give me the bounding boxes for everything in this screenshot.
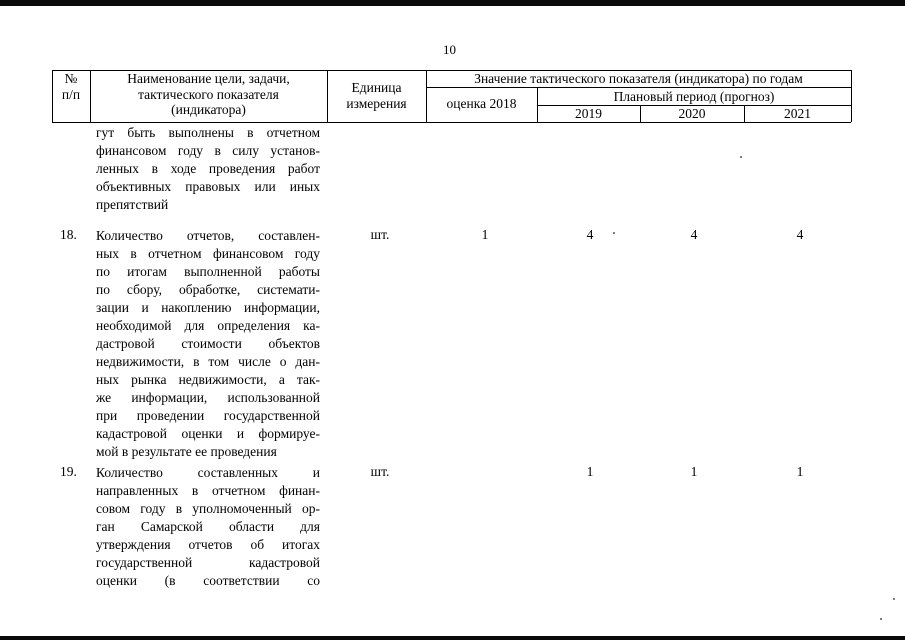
description-line: кадастровой оценки и формируе-	[96, 426, 320, 441]
scan-top-edge	[0, 0, 905, 6]
description-line: дастровой стоимости объектов	[96, 336, 320, 351]
header-col-unit-line1: Единица	[351, 80, 402, 95]
description-line: ных рынка недвижимости, а так-	[96, 372, 320, 387]
description-line: же информации, использованной	[96, 390, 320, 405]
description-line: необходимой для определения ка-	[96, 318, 320, 333]
row-value-2019: 1	[586, 464, 594, 479]
row-number: 19.	[60, 464, 77, 479]
continuation-line: препятствий	[96, 197, 169, 212]
continuation-line: объективных правовых или иных	[96, 179, 320, 194]
description-line: Количество составленных и	[96, 465, 320, 480]
description-line: направленных в отчетном финан-	[96, 483, 320, 498]
header-col-number	[52, 71, 90, 102]
description-line: при проведении государственной	[96, 408, 320, 423]
description-line: по итогам выполненной работы	[96, 264, 320, 279]
header-year-2021: 2021	[784, 106, 811, 121]
scan-speck	[880, 618, 882, 620]
scan-speck	[740, 156, 742, 158]
row-value-2020: 4	[690, 227, 698, 242]
row-unit: шт.	[370, 464, 390, 479]
continuation-line: гут быть выполнены в отчетном	[96, 125, 320, 140]
continuation-line: ленных в ходе проведения работ	[96, 161, 320, 176]
scan-bottom-edge	[0, 636, 905, 640]
description-line: ган Самарской области для	[96, 519, 320, 534]
header-year-2020: 2020	[678, 106, 706, 121]
description-line: совом году в уполномоченный ор-	[96, 501, 320, 516]
row-value-2021: 4	[796, 227, 804, 242]
table-header	[52, 70, 851, 122]
header-col-plan: Плановый период (прогноз)	[613, 89, 775, 104]
header-year-2019: 2019	[575, 106, 602, 121]
header-values-divider	[426, 87, 851, 88]
row-estimate-2018: 1	[481, 227, 489, 242]
description-line: ных в отчетном финансовом году	[96, 246, 320, 261]
row-description	[96, 227, 320, 461]
header-col-unit-line2: измерения	[346, 95, 407, 111]
header-col-unit	[327, 80, 426, 111]
description-line: Количество отчетов, составлен-	[96, 228, 320, 243]
description-line: зации и накоплению информации,	[96, 300, 320, 315]
continuation-line: финансовом году в силу установ-	[96, 143, 320, 158]
description-line: недвижимости, в том числе о дан-	[96, 354, 320, 369]
description-line: мой в результате ее проведения	[96, 444, 277, 459]
header-col-values: Значение тактического показателя (индикатора) по годам	[474, 71, 803, 86]
row-value-2021: 1	[796, 464, 804, 479]
description-line: оценки (в соответствии со	[96, 573, 320, 588]
continuation-text	[96, 124, 320, 214]
header-bottom-border	[52, 122, 851, 123]
description-line: государственной кадастровой	[96, 555, 320, 570]
row-number: 18.	[60, 227, 77, 242]
header-col-number-line2: п/п	[61, 86, 81, 102]
header-col-name-line2: тактического показателя	[138, 86, 279, 102]
header-col-estimate: оценка 2018	[446, 96, 517, 111]
scan-speck	[893, 598, 895, 600]
row-description	[96, 464, 320, 590]
description-line: утверждения отчетов об итогах	[96, 537, 320, 552]
header-col-name	[90, 71, 327, 118]
description-line: по сбору, обработке, системати-	[96, 282, 320, 297]
row-value-2019: 4	[586, 227, 594, 242]
header-col-name-line1: Наименование цели, задачи,	[127, 71, 290, 86]
page-number: 10	[443, 42, 456, 57]
scan-speck	[613, 232, 615, 234]
row-unit: шт.	[370, 227, 390, 242]
header-right-border	[851, 70, 852, 122]
header-col-name-line3: (индикатора)	[171, 102, 246, 117]
header-col-number-line1: №	[64, 71, 78, 86]
row-value-2020: 1	[690, 464, 698, 479]
